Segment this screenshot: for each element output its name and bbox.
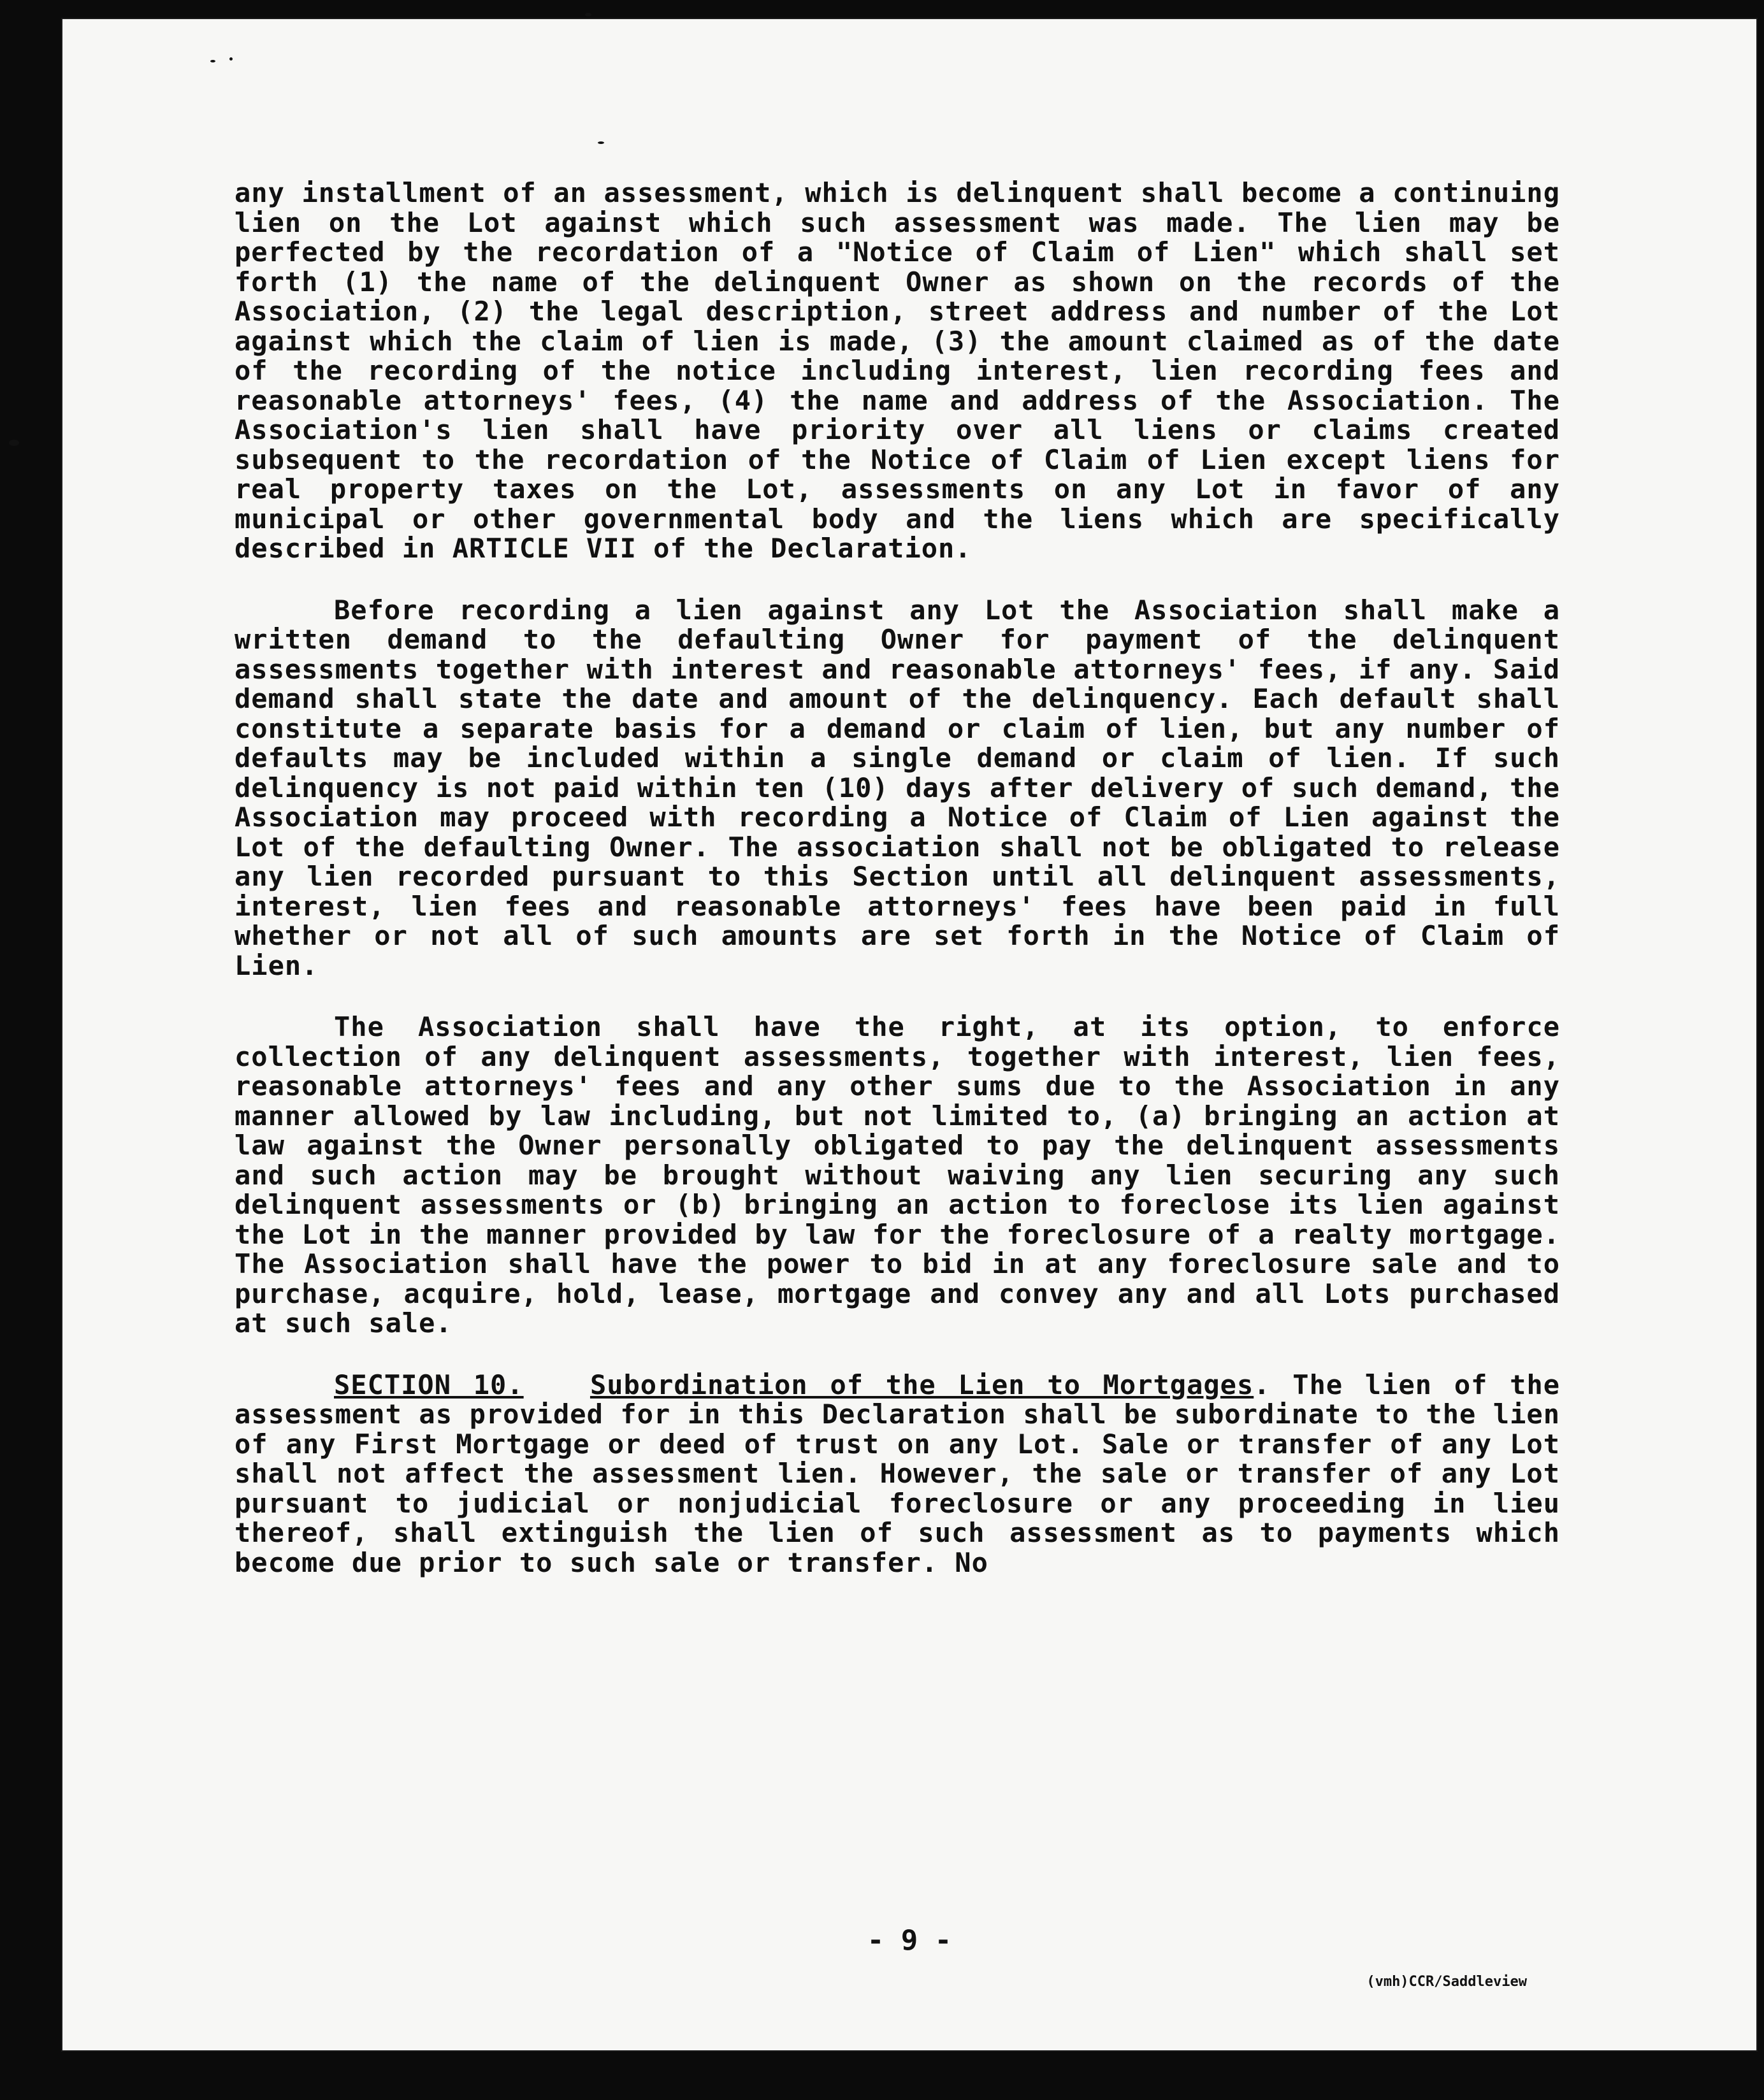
paragraph-enforcement-rights: The Association shall have the right, at its option, to enforce collection of any delinquent assessments, together with interest, lien fees, reasonable attorneys' fees and any other sums due to the Association in any manner allowed by law including, but not limited to, (a) bringing an action at law against the Owner personally obligated to pay the delinquent assessments and such action may be brought without waiving any lien securing any such delinquent assessments or (b) bringing an action to foreclose its lien against the Lot in the manner provided by law for the foreclosure of a realty mortgage. The Association shall have the power to bid in at any foreclosure sale and to purchase, acquire, hold, lease, mortgage and convey any and all Lots purchased at such sale.: [235, 1011, 1560, 1339]
section-10-paragraph: [235, 1370, 1560, 1578]
scan-speck: [210, 60, 215, 62]
scan-speck: [9, 440, 19, 446]
scan-speck: [585, 13, 591, 17]
section-10-number: SECTION 10.: [334, 1369, 524, 1400]
section-10-text: . The lien of the assessment as provided for in this Declaration shall be subordinate to the lien of any First Mortgage or deed of trust on any Lot. Sale or transfer of any Lot shall not affect the assessment lien. However, the sale or transfer of any Lot pursuant to judicial or nonjudicial foreclosure or any proceeding in lieu thereof, shall extinguish the lien of such assessment as to payments which become due prior to such sale or transfer. No: [235, 1369, 1561, 1578]
section-10-title: Subordination of the Lien to Mortgages: [589, 1369, 1254, 1400]
paragraph-lien-continuation: any installment of an assessment, which is delinquent shall become a continuing lien on the Lot against which such assessment was made. The lien may be perfected by the recordation of a "Notice of Claim of Lien" which shall set forth (1) the name of the delinquent Owner as shown on the records of the Association, (2) the legal description, street address and number of the Lot against which the claim of lien is made, (3) the amount claimed as of the date of the recording of the notice including interest, lien recording fees and reasonable attorneys' fees, (4) the name and address of the Association. The Association's lien shall have priority over all liens or claims created subsequent to the recordation of the Notice of Claim of Lien except liens for real property taxes on the Lot, assessments on any Lot in favor of any municipal or other governmental body and the liens which are specifically described in ARTICLE VII of the Declaration.: [235, 177, 1560, 564]
page-number: - 9 -: [867, 1924, 952, 1957]
footer-document-code: (vmh)CCR/Saddleview: [1366, 1974, 1527, 1990]
scan-speck: [598, 141, 604, 144]
scan-speck: [229, 57, 233, 61]
document-page: [62, 19, 1756, 2050]
paragraph-demand-before-lien: Before recording a lien against any Lot the Association shall make a written demand to the defaulting Owner for payment of the delinquent assessments together with interest and reasonable attorneys' fees, if any. Said demand shall state the date and amount of the delinquency. Each default shall constitute a separate basis for a demand or claim of lien, but any number of defaults may be included within a single demand or claim of lien. If such delinquency is not paid within ten (10) days after delivery of such demand, the Association may proceed with recording a Notice of Claim of Lien against the Lot of the defaulting Owner. The association shall not be obligated to release any lien recorded pursuant to this Section until all delinquent assessments, interest, lien fees and reasonable attorneys' fees have been paid in full whether or not all of such amounts are set forth in the Notice of Claim of Lien.: [235, 594, 1560, 981]
document-body: [235, 178, 1560, 1609]
